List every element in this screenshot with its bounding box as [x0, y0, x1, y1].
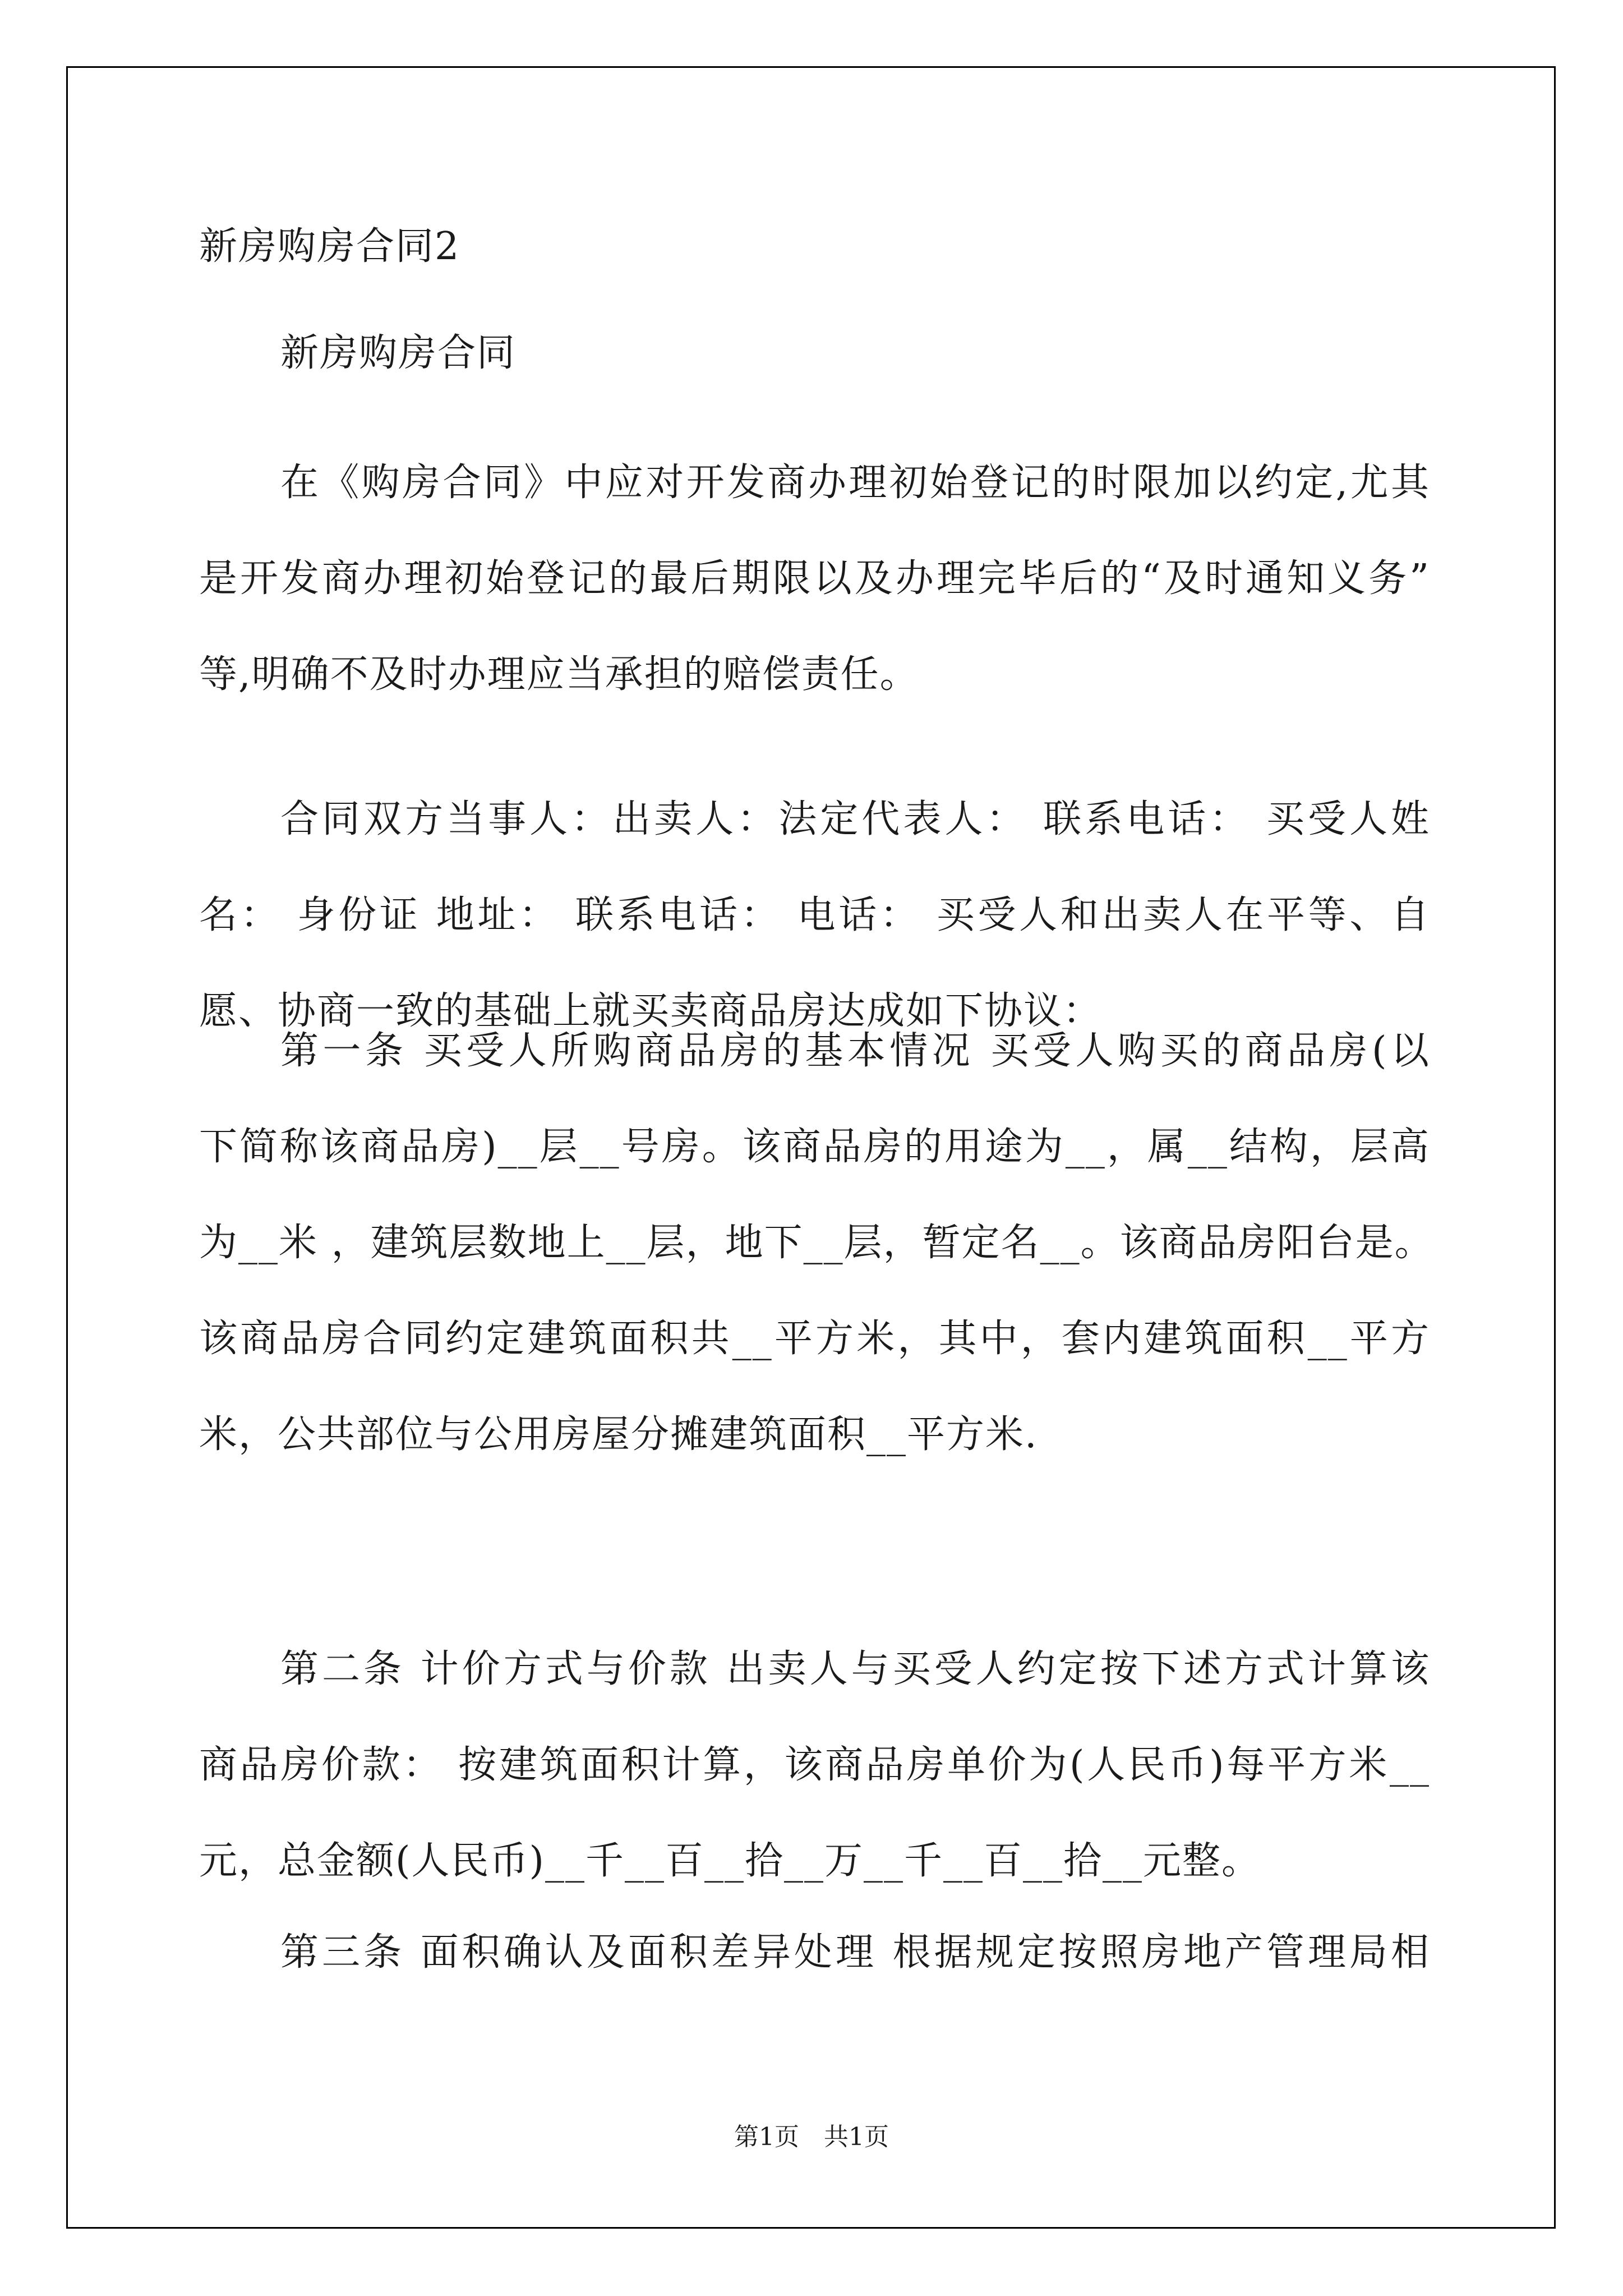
text-line: 合同双方当事人：出卖人：法定代表人： 联系电话： 买受人姓 [280, 797, 1430, 841]
contract-heading: 新房购房合同 [280, 331, 517, 375]
text-line: 该商品房合同约定建筑面积共__平方米，其中，套内建筑面积__平方 [199, 1317, 1430, 1361]
text-line: 下简称该商品房)__层__号房。该商品房的用途为__，属__结构，层高 [199, 1125, 1430, 1169]
text-line: 商品房价款： 按建筑面积计算，该商品房单价为(人民币)每平方米__ [199, 1743, 1430, 1787]
text-line: 名： 身份证 地址： 联系电话： 电话： 买受人和出卖人在平等、自 [199, 893, 1430, 937]
paragraph-article-3 [199, 1904, 1430, 2000]
text-line: 为__米 ，建筑层数地上__层，地下__层，暂定名__。该商品房阳台是。 [199, 1221, 1434, 1265]
text-line: 在《购房合同》中应对开发商办理初始登记的时限加以约定,尤其 [280, 461, 1430, 505]
text-line: 米，公共部位与公用房屋分摊建筑面积__平方米. [199, 1412, 1038, 1457]
paragraph-registration-deadline [199, 435, 1430, 723]
paragraph-article-2 [199, 1621, 1430, 1909]
text-line: 第二条 计价方式与价款 出卖人与买受人约定按下述方式计算该 [280, 1647, 1430, 1691]
document-title: 新房购房合同2 [199, 224, 460, 269]
text-line: 等,明确不及时办理应当承担的赔偿责任。 [199, 652, 919, 697]
text-line: 第一条 买受人所购商品房的基本情况 买受人购买的商品房(以 [280, 1029, 1430, 1073]
text-line: 愿、协商一致的基础上就买卖商品房达成如下协议： [199, 989, 1103, 1033]
text-line: 第三条 面积确认及面积差异处理 根据规定按照房地产管理局相 [280, 1930, 1430, 1975]
page-number: 第1页 共1页 [734, 2123, 889, 2151]
text-line: 是开发商办理初始登记的最后期限以及办理完毕后的“及时通知义务” [199, 556, 1430, 601]
text-line: 元，总金额(人民币)__千__百__拾__万__千__百__拾__元整。 [199, 1839, 1261, 1883]
paragraph-article-1 [199, 1003, 1434, 1483]
